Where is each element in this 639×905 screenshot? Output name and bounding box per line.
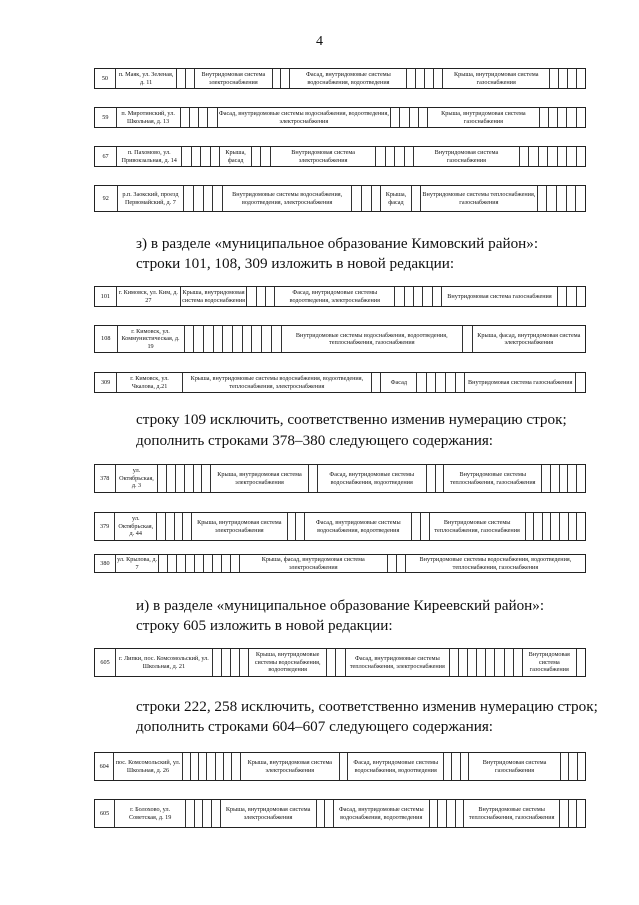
works-cell: Фасад, внутридомовые системы водоснабжения, водоотведения bbox=[289, 69, 406, 88]
empty-cell bbox=[394, 147, 403, 166]
table-row bbox=[94, 512, 586, 541]
empty-cell bbox=[375, 147, 384, 166]
empty-cell bbox=[567, 465, 576, 492]
empty-cell bbox=[413, 287, 422, 306]
address-cell: г. Кимовск, ул. Чкалова, д.21 bbox=[116, 373, 182, 392]
works-cell: Крыша, фасад bbox=[219, 147, 251, 166]
empty-cell bbox=[576, 69, 585, 88]
table-row bbox=[94, 286, 586, 307]
row-number: 67 bbox=[102, 152, 109, 160]
empty-cell bbox=[339, 753, 347, 780]
empty-cell bbox=[182, 513, 191, 540]
empty-cell bbox=[194, 800, 203, 827]
row-number: 50 bbox=[101, 74, 108, 82]
table-row bbox=[94, 185, 586, 212]
empty-cell bbox=[251, 326, 261, 352]
empty-cell bbox=[211, 800, 220, 827]
empty-cell bbox=[251, 147, 260, 166]
empty-cell bbox=[165, 513, 174, 540]
empty-cell bbox=[577, 753, 585, 780]
empty-cell bbox=[212, 555, 221, 572]
empty-cell bbox=[280, 69, 289, 88]
paragraph-line: строку 109 исключить, соответственно изменив нумерацию строк; bbox=[136, 411, 567, 428]
empty-cell bbox=[406, 69, 415, 88]
empty-cell bbox=[519, 147, 528, 166]
empty-cell bbox=[559, 800, 568, 827]
empty-cell bbox=[566, 108, 575, 127]
empty-cell bbox=[175, 465, 184, 492]
empty-cell bbox=[426, 373, 436, 392]
table-row bbox=[94, 648, 586, 677]
empty-cell bbox=[271, 326, 281, 352]
empty-cell bbox=[190, 753, 198, 780]
empty-cell bbox=[418, 108, 427, 127]
empty-cell bbox=[207, 108, 216, 127]
address-cell: п. Пахомово, ул. Привокзальная, д. 14 bbox=[116, 147, 181, 166]
empty-cell bbox=[242, 326, 252, 352]
works-cell: Внутридомовая система электроснабжения bbox=[194, 69, 271, 88]
empty-cell bbox=[576, 649, 585, 676]
empty-cell bbox=[435, 373, 445, 392]
paragraph-line: строку 605 изложить в новой редакции: bbox=[136, 617, 393, 634]
empty-cell bbox=[422, 287, 431, 306]
empty-cell bbox=[193, 465, 202, 492]
table-row bbox=[94, 752, 586, 781]
empty-cell bbox=[191, 147, 200, 166]
works-cell: Внутридомовая система газоснабжения bbox=[522, 649, 576, 676]
works-cell: Фасад, внутридомовые системы водоснабжения, водоотведения, электроснабжения bbox=[217, 108, 390, 127]
empty-cell bbox=[568, 753, 576, 780]
works-cell: Крыша, внутридомовая система газоснабжения bbox=[427, 108, 538, 127]
works-cell: Крыша, внутридомовые системы водоснабжения, водоотведения bbox=[248, 649, 326, 676]
empty-cell bbox=[528, 147, 537, 166]
paragraph-line: строки 101, 108, 309 изложить в новой редакции: bbox=[136, 255, 455, 272]
empty-cell bbox=[494, 649, 503, 676]
empty-cell bbox=[455, 800, 464, 827]
empty-cell bbox=[230, 555, 239, 572]
empty-cell bbox=[576, 465, 585, 492]
empty-cell bbox=[424, 69, 433, 88]
row-number: 605 bbox=[100, 658, 110, 666]
empty-cell bbox=[548, 108, 557, 127]
empty-cell bbox=[399, 108, 408, 127]
empty-cell bbox=[174, 513, 183, 540]
row-number: 378 bbox=[100, 474, 110, 482]
empty-cell bbox=[203, 555, 212, 572]
empty-cell bbox=[371, 186, 381, 211]
empty-cell bbox=[559, 465, 568, 492]
works-cell: Крыша, внутридомовая система электроснабжения bbox=[220, 800, 316, 827]
empty-cell bbox=[550, 513, 559, 540]
empty-cell bbox=[335, 649, 344, 676]
empty-cell bbox=[261, 326, 271, 352]
empty-cell bbox=[200, 147, 209, 166]
empty-cell bbox=[231, 753, 239, 780]
empty-cell bbox=[458, 649, 467, 676]
empty-cell bbox=[576, 800, 585, 827]
row-number: 605 bbox=[99, 809, 110, 817]
empty-cell bbox=[557, 147, 566, 166]
empty-cell bbox=[411, 186, 421, 211]
works-cell: Фасад, внутридомовые системы водоснабжения, водоотведения bbox=[304, 513, 411, 540]
empty-cell bbox=[193, 326, 203, 352]
empty-cell bbox=[184, 465, 193, 492]
works-cell: Крыша, внутридомовая система водоснабжения bbox=[180, 287, 246, 306]
empty-cell bbox=[462, 326, 472, 352]
row-number: 108 bbox=[101, 335, 111, 343]
empty-cell bbox=[176, 69, 185, 88]
empty-cell bbox=[351, 186, 361, 211]
works-cell: Крыша, внутридомовая система электроснабжения bbox=[210, 465, 308, 492]
empty-cell bbox=[246, 287, 255, 306]
empty-cell bbox=[556, 186, 566, 211]
paragraph-line: з) в разделе «муниципальное образование Кимовский район»: bbox=[136, 235, 539, 252]
empty-cell bbox=[432, 287, 441, 306]
table-row bbox=[94, 68, 586, 89]
empty-cell bbox=[557, 108, 566, 127]
address-cell: пос. Комсомольский, ул. Школьная, д. 26 bbox=[113, 753, 181, 780]
empty-cell bbox=[189, 108, 198, 127]
table-row bbox=[94, 107, 586, 128]
empty-cell bbox=[157, 465, 166, 492]
table-row bbox=[94, 464, 586, 493]
empty-cell bbox=[210, 147, 219, 166]
page-number: 4 bbox=[316, 34, 323, 49]
works-cell: Фасад, внутридомовые системы водоснабжения, водоотведения bbox=[317, 465, 426, 492]
empty-cell bbox=[198, 108, 207, 127]
works-cell: Внутридомовые системы водоснабжения, водоотведения, теплоснабжения, газоснабжения bbox=[281, 326, 462, 352]
empty-cell bbox=[533, 513, 542, 540]
empty-cell bbox=[260, 147, 269, 166]
empty-cell bbox=[485, 649, 494, 676]
works-cell: Внутридомовые системы теплоснабжения, газоснабжения bbox=[429, 513, 525, 540]
empty-cell bbox=[433, 69, 442, 88]
works-cell: Крыша, внутридомовая система электроснабжения bbox=[191, 513, 287, 540]
empty-cell bbox=[415, 69, 424, 88]
empty-cell bbox=[230, 649, 239, 676]
empty-cell bbox=[223, 753, 231, 780]
works-cell: Внутридомовая система газоснабжения bbox=[441, 287, 557, 306]
paragraph-line: и) в разделе «муниципальное образование Киреевский район»: bbox=[136, 597, 545, 614]
empty-cell bbox=[537, 186, 547, 211]
empty-cell bbox=[324, 800, 333, 827]
empty-cell bbox=[538, 147, 547, 166]
empty-cell bbox=[558, 69, 567, 88]
address-cell: г. Болохово, ул. Советская, д. 19 bbox=[114, 800, 185, 827]
empty-cell bbox=[390, 108, 399, 127]
empty-cell bbox=[272, 69, 281, 88]
row-number: 380 bbox=[100, 559, 110, 567]
empty-cell bbox=[176, 555, 185, 572]
empty-cell bbox=[212, 649, 221, 676]
empty-cell bbox=[203, 186, 213, 211]
address-cell: п. Маяк, ул. Зеленая, д. 11 bbox=[115, 69, 176, 88]
empty-cell bbox=[212, 186, 222, 211]
empty-cell bbox=[202, 800, 211, 827]
empty-cell bbox=[316, 800, 325, 827]
empty-cell bbox=[549, 69, 558, 88]
empty-cell bbox=[576, 513, 585, 540]
empty-cell bbox=[575, 373, 585, 392]
works-cell: Крыша, внутридомовая система газоснабжения bbox=[442, 69, 549, 88]
empty-cell bbox=[429, 800, 438, 827]
empty-cell bbox=[206, 753, 214, 780]
works-cell: Крыша, внутридомовые системы водоснабжения, водоотведения, теплоснабжения, электроснабжения bbox=[182, 373, 371, 392]
empty-cell bbox=[221, 649, 230, 676]
empty-cell bbox=[256, 287, 265, 306]
empty-cell bbox=[201, 465, 210, 492]
empty-cell bbox=[435, 465, 444, 492]
empty-cell bbox=[184, 326, 194, 352]
works-cell: Крыша, внутридомовая система электроснабжения bbox=[240, 753, 339, 780]
empty-cell bbox=[194, 555, 203, 572]
works-cell: Крыша, фасад, внутридомовая система электроснабжения bbox=[239, 555, 387, 572]
empty-cell bbox=[308, 465, 317, 492]
works-cell: Внутридомовые системы теплоснабжения, газоснабжения bbox=[420, 186, 536, 211]
address-cell: г. Кимовск, ул. Ким, д. 27 bbox=[116, 287, 180, 306]
row-number: 309 bbox=[100, 378, 111, 386]
empty-cell bbox=[385, 147, 394, 166]
works-cell: Внутридомовые системы водоснабжения, водоотведения, теплоснабжения, газоснабжения bbox=[405, 555, 585, 572]
empty-cell bbox=[295, 513, 304, 540]
works-cell: Крыша, фасад bbox=[380, 186, 410, 211]
empty-cell bbox=[416, 373, 426, 392]
empty-cell bbox=[181, 147, 190, 166]
works-cell: Фасад, внутридомовые системы водоснабжения, водоотведения bbox=[347, 753, 443, 780]
empty-cell bbox=[446, 800, 455, 827]
empty-cell bbox=[426, 465, 435, 492]
address-cell: ул. Крылова, д. 7 bbox=[115, 555, 159, 572]
empty-cell bbox=[387, 555, 396, 572]
row-number: 101 bbox=[100, 292, 110, 300]
empty-cell bbox=[445, 373, 455, 392]
empty-cell bbox=[542, 513, 551, 540]
address-cell: г. Кимовск, ул. Коммунистическая, д. 19 bbox=[117, 326, 184, 352]
empty-cell bbox=[546, 186, 556, 211]
empty-cell bbox=[513, 649, 522, 676]
empty-cell bbox=[560, 753, 568, 780]
works-cell: Внутридомовые системы теплоснабжения, газоснабжения bbox=[463, 800, 559, 827]
empty-cell bbox=[232, 326, 242, 352]
empty-cell bbox=[396, 555, 405, 572]
paragraph-line: дополнить строками 378–380 следующего содержания: bbox=[136, 432, 494, 449]
empty-cell bbox=[476, 649, 485, 676]
address-cell: ул. Октябрьская, д. 3 bbox=[115, 465, 158, 492]
empty-cell bbox=[576, 287, 585, 306]
empty-cell bbox=[185, 69, 194, 88]
empty-cell bbox=[460, 753, 468, 780]
empty-cell bbox=[566, 287, 575, 306]
empty-cell bbox=[203, 326, 213, 352]
empty-cell bbox=[215, 753, 223, 780]
empty-cell bbox=[361, 186, 371, 211]
empty-cell bbox=[239, 649, 248, 676]
empty-cell bbox=[326, 649, 335, 676]
row-number: 379 bbox=[99, 522, 110, 530]
empty-cell bbox=[411, 513, 420, 540]
empty-cell bbox=[183, 186, 193, 211]
works-cell: Внутридомовая система газоснабжения bbox=[413, 147, 518, 166]
empty-cell bbox=[547, 147, 556, 166]
empty-cell bbox=[185, 800, 194, 827]
empty-cell bbox=[566, 147, 575, 166]
table-row bbox=[94, 372, 586, 393]
paragraph-line: строки 222, 258 исключить, соответственно изменив нумерацию строк; bbox=[136, 698, 598, 715]
address-cell: р.п. Заокский, проезд Первомайский, д. 7 bbox=[117, 186, 184, 211]
empty-cell bbox=[420, 513, 429, 540]
works-cell: Фасад, внутридомовые системы водоотведения, электроснабжения bbox=[274, 287, 394, 306]
row-number: 59 bbox=[102, 113, 109, 121]
empty-cell bbox=[371, 373, 381, 392]
empty-cell bbox=[443, 753, 451, 780]
empty-cell bbox=[567, 69, 576, 88]
table-row bbox=[94, 799, 586, 828]
empty-cell bbox=[504, 649, 513, 676]
empty-cell bbox=[576, 108, 585, 127]
works-cell: Фасад, внутридомовые системы водоснабжения, водоотведения bbox=[333, 800, 429, 827]
works-cell: Внутридомовая система газоснабжения bbox=[464, 373, 575, 392]
empty-cell bbox=[568, 513, 577, 540]
empty-cell bbox=[449, 649, 458, 676]
address-cell: ул. Октябрьская, д. 44 bbox=[114, 513, 156, 540]
empty-cell bbox=[222, 326, 232, 352]
empty-cell bbox=[221, 555, 230, 572]
empty-cell bbox=[559, 513, 568, 540]
empty-cell bbox=[158, 555, 167, 572]
row-number: 92 bbox=[102, 194, 109, 202]
empty-cell bbox=[182, 753, 190, 780]
empty-cell bbox=[193, 186, 203, 211]
empty-cell bbox=[455, 373, 465, 392]
empty-cell bbox=[575, 186, 585, 211]
empty-cell bbox=[409, 108, 418, 127]
table-row bbox=[94, 325, 586, 353]
empty-cell bbox=[576, 147, 585, 166]
empty-cell bbox=[541, 465, 550, 492]
works-cell: Внутридомовая система газоснабжения bbox=[468, 753, 560, 780]
address-cell: п. Миротинский, ул. Школьная, д. 13 bbox=[116, 108, 180, 127]
empty-cell bbox=[566, 186, 576, 211]
empty-cell bbox=[568, 800, 577, 827]
empty-cell bbox=[557, 287, 566, 306]
works-cell: Внутридомовые системы теплоснабжения, газоснабжения bbox=[443, 465, 541, 492]
empty-cell bbox=[166, 465, 175, 492]
empty-cell bbox=[539, 108, 548, 127]
empty-cell bbox=[265, 287, 274, 306]
table-row bbox=[94, 554, 586, 573]
works-cell: Внутридомовые системы водоснабжения, водоотведения, электроснабжения bbox=[222, 186, 351, 211]
works-cell: Внутридомовая система электроснабжения bbox=[270, 147, 375, 166]
row-number: 604 bbox=[99, 762, 109, 770]
works-cell: Фасад, внутридомовые системы теплоснабжения, электроснабжения bbox=[345, 649, 450, 676]
empty-cell bbox=[394, 287, 403, 306]
empty-cell bbox=[437, 800, 446, 827]
empty-cell bbox=[185, 555, 194, 572]
empty-cell bbox=[156, 513, 165, 540]
works-cell: Крыша, фасад, внутридомовая система электроснабжения bbox=[472, 326, 585, 352]
empty-cell bbox=[550, 465, 559, 492]
empty-cell bbox=[167, 555, 176, 572]
empty-cell bbox=[287, 513, 296, 540]
empty-cell bbox=[213, 326, 223, 352]
works-cell: Фасад bbox=[380, 373, 416, 392]
empty-cell bbox=[180, 108, 189, 127]
empty-cell bbox=[404, 287, 413, 306]
empty-cell bbox=[525, 513, 534, 540]
empty-cell bbox=[467, 649, 476, 676]
empty-cell bbox=[451, 753, 459, 780]
empty-cell bbox=[198, 753, 206, 780]
paragraph-line: дополнить строками 604–607 следующего содержания: bbox=[136, 718, 494, 735]
empty-cell bbox=[404, 147, 413, 166]
table-row bbox=[94, 146, 586, 167]
address-cell: г. Липки, пос. Комсомольский, ул. Школьная, д. 21 bbox=[115, 649, 212, 676]
